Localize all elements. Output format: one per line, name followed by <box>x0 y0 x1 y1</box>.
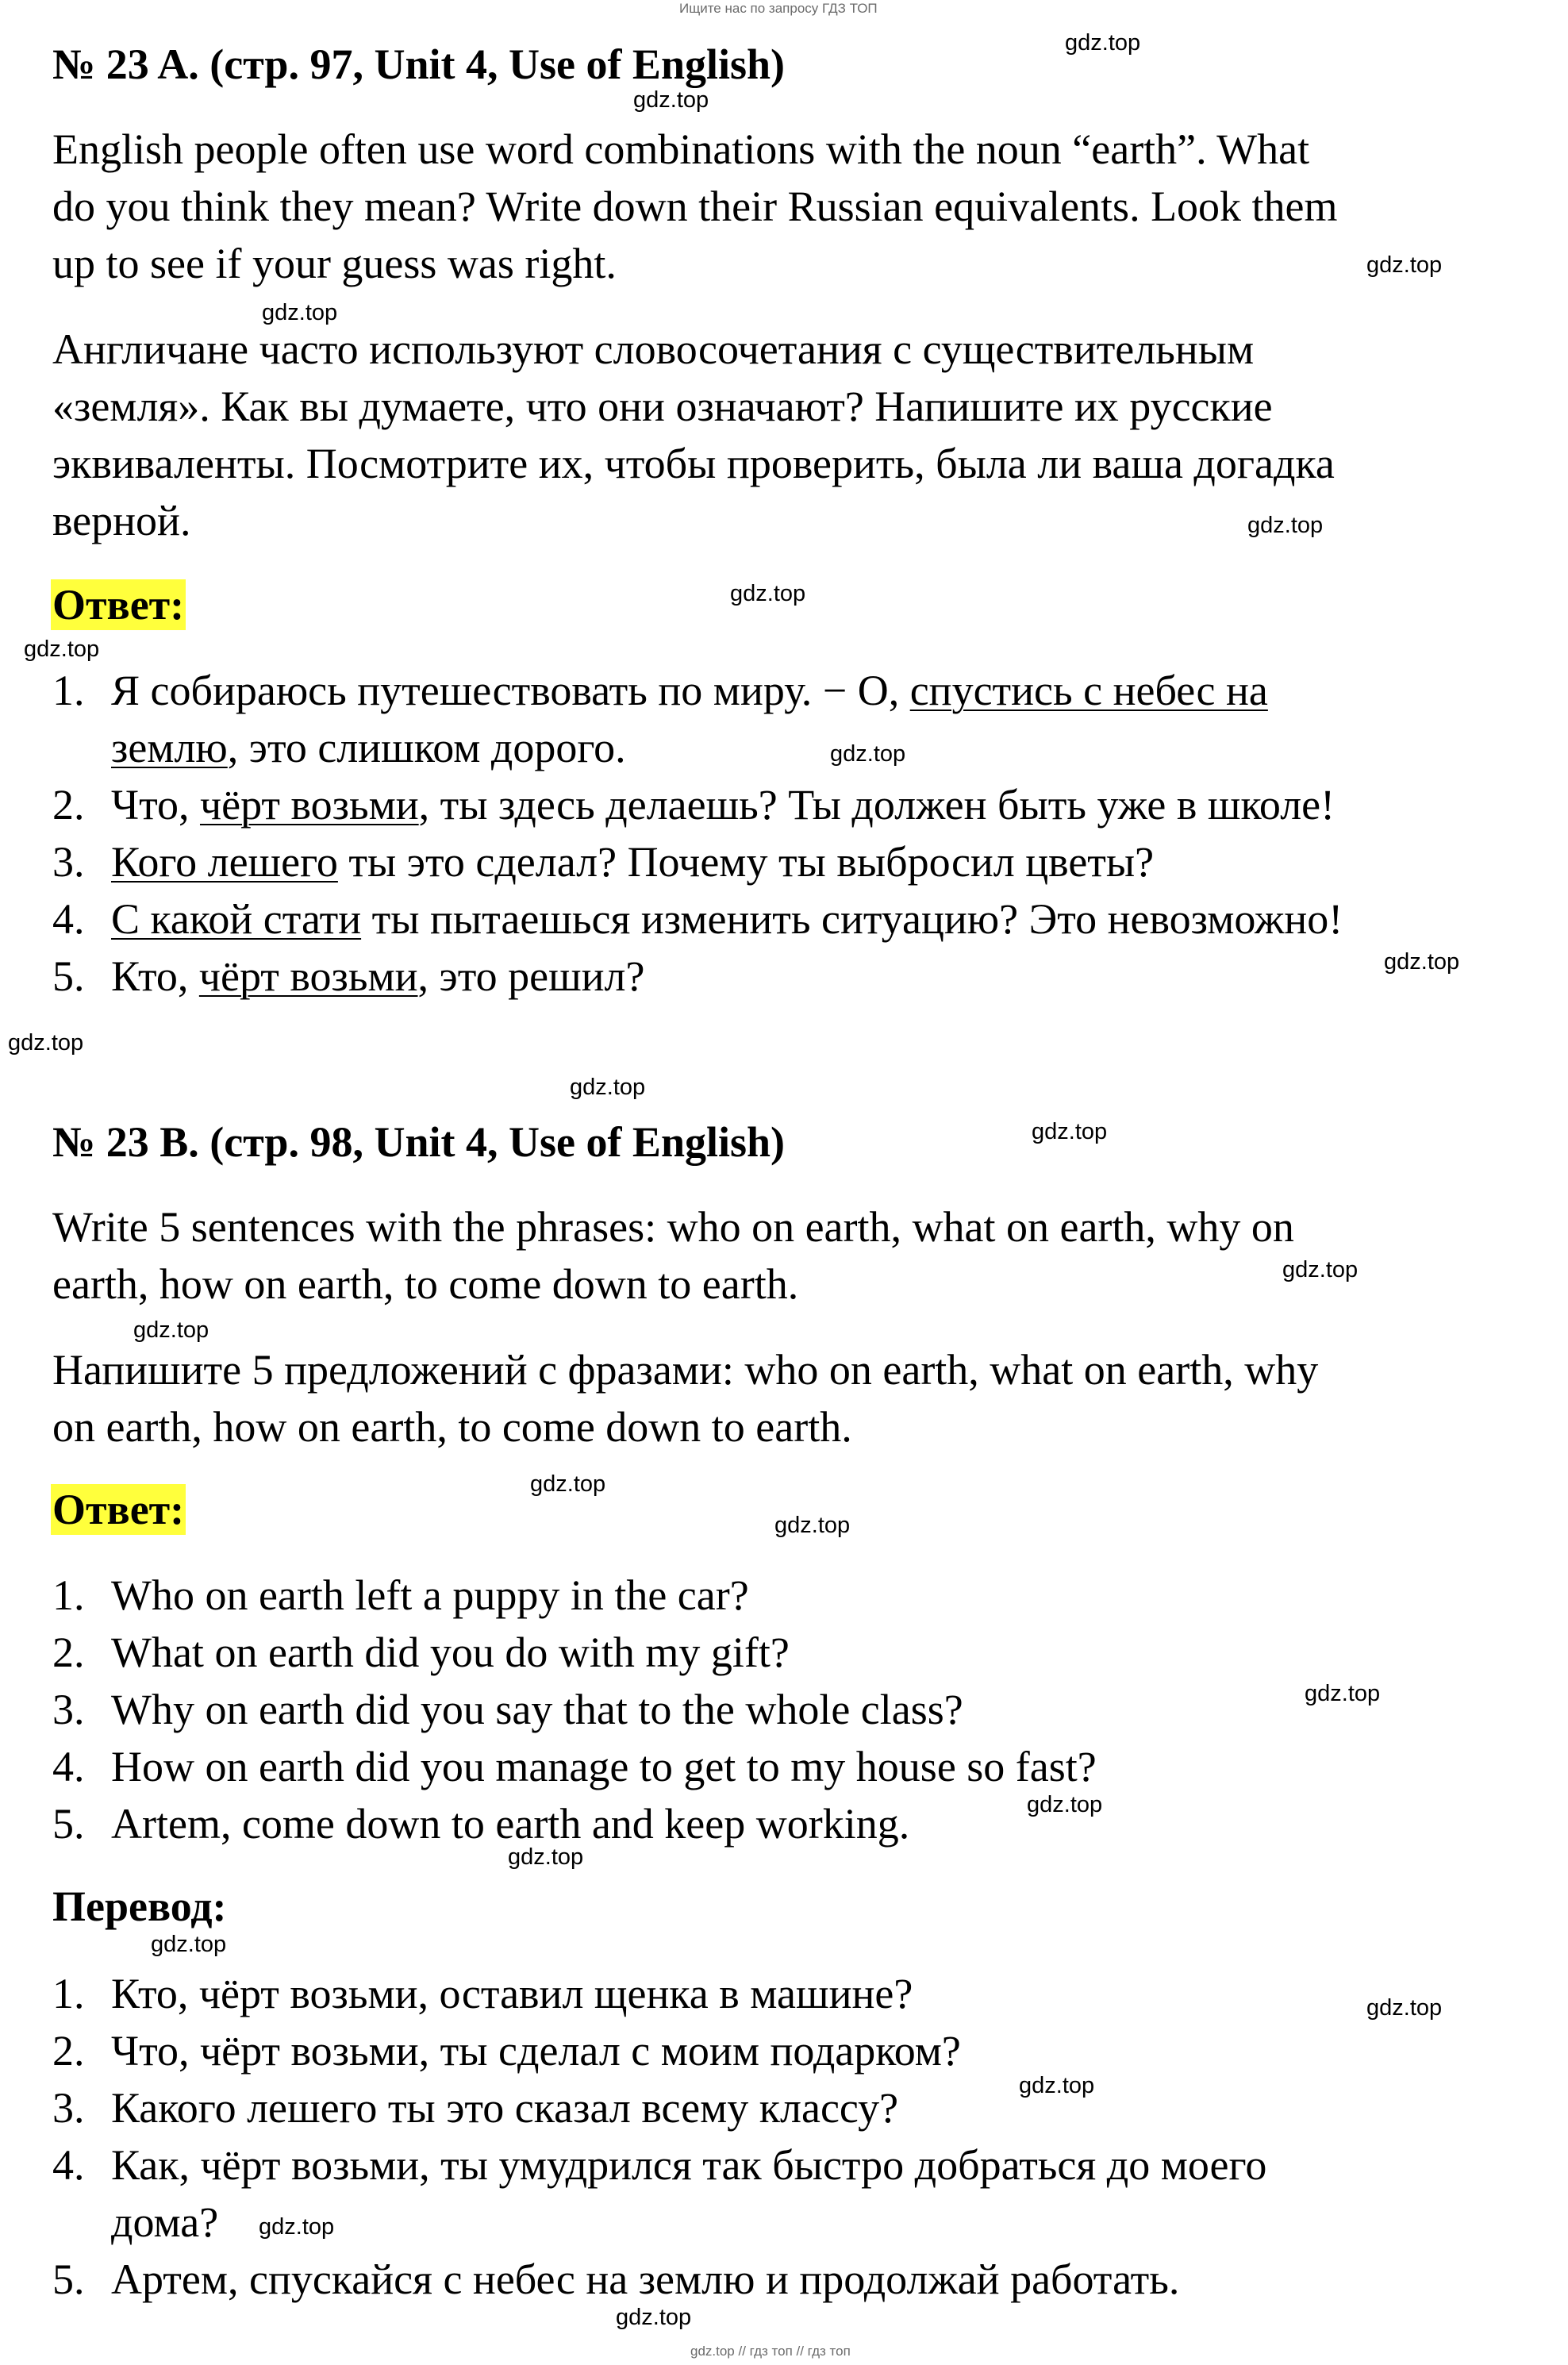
task-en-line: up to see if your guess was right. <box>52 240 617 287</box>
list-item <box>52 2022 1266 2079</box>
item-number: 4. <box>52 895 85 943</box>
section-b-title: № 23 B. (стр. 98, Unit 4, Use of English) <box>52 1118 786 1166</box>
list-item <box>52 890 1343 948</box>
item-text: Артем, спускайся с небес на землю и продолжай работать. <box>111 2255 1180 2303</box>
item-text: ты пытаешься изменить ситуацию? Это невозможно! <box>361 895 1343 943</box>
item-number: 3. <box>52 838 85 886</box>
section-b-answer-list <box>52 1567 1097 1852</box>
list-item <box>52 2136 1266 2251</box>
item-text: Who on earth left a puppy in the car? <box>111 1571 749 1619</box>
task-ru-line: on earth, how on earth, to come down to earth. <box>52 1403 852 1451</box>
item-number: 1. <box>52 1571 85 1619</box>
item-text: , это решил? <box>417 952 645 1000</box>
item-idiom: Кого лешего <box>111 838 338 886</box>
item-text: What on earth did you do with my gift? <box>111 1629 790 1676</box>
watermark: gdz.top <box>1027 1792 1103 1817</box>
list-item <box>52 662 1343 776</box>
task-en-line: Write 5 sentences with the phrases: who on earth, what on earth, why on <box>52 1203 1294 1251</box>
section-a-title: № 23 A. (стр. 97, Unit 4, Use of English) <box>52 40 786 88</box>
watermark: gdz.top <box>1247 513 1324 538</box>
list-item <box>52 833 1343 890</box>
watermark: gdz.top <box>24 636 100 662</box>
watermark: gdz.top <box>633 87 709 113</box>
section-b-task-ru <box>52 1341 1318 1456</box>
task-ru-line: Англичане часто используют словосочетания с существительным <box>52 325 1255 373</box>
list-item <box>52 1738 1097 1795</box>
watermark: gdz.top <box>508 1844 584 1870</box>
list-item <box>52 948 1343 1005</box>
item-number: 3. <box>52 2084 85 2132</box>
watermark: gdz.top <box>259 2214 335 2240</box>
task-ru-line: верной. <box>52 497 191 544</box>
watermark: gdz.top <box>262 300 338 325</box>
item-number: 2. <box>52 781 85 829</box>
item-number: 5. <box>52 2255 85 2303</box>
item-text: Why on earth did you say that to the whole class? <box>111 1686 963 1733</box>
item-idiom: землю <box>111 724 228 771</box>
item-text: Я собираюсь путешествовать по миру. − О, <box>111 667 910 714</box>
item-text: Какого лешего ты это сказал всему классу? <box>111 2084 899 2132</box>
watermark: gdz.top <box>1065 30 1141 56</box>
watermark: gdz.top <box>774 1513 851 1538</box>
watermark: gdz.top <box>1384 949 1460 975</box>
item-number: 5. <box>52 1800 85 1848</box>
top-banner: Ищите нас по запросу ГДЗ ТОП <box>679 1 878 16</box>
item-text: дома? <box>111 2198 219 2246</box>
watermark: gdz.top <box>1366 252 1443 278</box>
section-b-task-en <box>52 1198 1294 1313</box>
item-text: Как, чёрт возьми, ты умудрился так быстро добраться до моего <box>111 2141 1267 2189</box>
task-ru-line: Напишите 5 предложений с фразами: who on earth, what on earth, why <box>52 1346 1319 1394</box>
item-number: 3. <box>52 1686 85 1733</box>
item-idiom: чёрт возьми <box>198 952 418 1000</box>
list-item <box>52 1567 1097 1624</box>
watermark: gdz.top <box>616 2305 692 2330</box>
watermark: gdz.top <box>830 741 906 767</box>
section-a-answer-list <box>52 662 1343 1005</box>
item-text: Что, чёрт возьми, ты сделал с моим подарком? <box>111 2027 961 2075</box>
section-b-answer-label: Ответ: <box>52 1486 185 1533</box>
section-b-translation-list <box>52 1965 1266 2308</box>
watermark: gdz.top <box>8 1030 84 1056</box>
task-en-line: earth, how on earth, to come down to earth. <box>52 1260 799 1308</box>
item-number: 5. <box>52 952 85 1000</box>
bottom-banner: gdz.top // гдз топ // гдз топ <box>690 2344 851 2359</box>
watermark: gdz.top <box>1305 1681 1381 1706</box>
item-number: 1. <box>52 1970 85 2017</box>
item-number: 2. <box>52 1629 85 1676</box>
item-text: Кто, чёрт возьми, оставил щенка в машине? <box>111 1970 913 2017</box>
task-en-line: do you think they mean? Write down their Russian equivalents. Look them <box>52 183 1338 230</box>
list-item <box>52 776 1343 833</box>
item-number: 1. <box>52 667 85 714</box>
task-en-line: English people often use word combinations with the noun “earth”. What <box>52 125 1310 173</box>
list-item <box>52 2251 1266 2308</box>
item-idiom: спустись с небес на <box>909 667 1268 714</box>
section-a-task-en <box>52 121 1338 292</box>
watermark: gdz.top <box>1019 2073 1095 2098</box>
item-text: Artem, come down to earth and keep working. <box>111 1800 910 1848</box>
item-number: 2. <box>52 2027 85 2075</box>
item-text: Что, <box>111 781 200 829</box>
item-text: Кто, <box>111 952 199 1000</box>
item-idiom: чёрт возьми <box>199 781 419 829</box>
section-a-answer-label: Ответ: <box>52 581 185 629</box>
item-text: ты это сделал? Почему ты выбросил цветы? <box>337 838 1155 886</box>
watermark: gdz.top <box>133 1317 209 1343</box>
list-item <box>52 1965 1266 2022</box>
watermark: gdz.top <box>530 1471 606 1497</box>
watermark: gdz.top <box>1032 1119 1108 1144</box>
watermark: gdz.top <box>1366 1995 1443 2021</box>
watermark: gdz.top <box>730 581 806 606</box>
list-item <box>52 1624 1097 1681</box>
task-ru-line: «земля». Как вы думаете, что они означают? Напишите их русские <box>52 383 1273 430</box>
item-idiom: С какой стати <box>111 895 362 943</box>
task-ru-line: эквиваленты. Посмотрите их, чтобы проверить, была ли ваша догадка <box>52 440 1335 487</box>
item-text: How on earth did you manage to get to my house so fast? <box>111 1743 1097 1790</box>
item-text: , ты здесь делаешь? Ты должен быть уже в школе! <box>418 781 1335 829</box>
item-number: 4. <box>52 1743 85 1790</box>
item-number: 4. <box>52 2141 85 2189</box>
item-text: , это слишком дорого. <box>227 724 626 771</box>
list-item <box>52 1681 1097 1738</box>
watermark: gdz.top <box>151 1932 227 1957</box>
section-a-task-ru <box>52 321 1335 549</box>
watermark: gdz.top <box>570 1075 646 1100</box>
section-b-translation-label: Перевод: <box>52 1882 227 1930</box>
watermark: gdz.top <box>1282 1257 1359 1282</box>
